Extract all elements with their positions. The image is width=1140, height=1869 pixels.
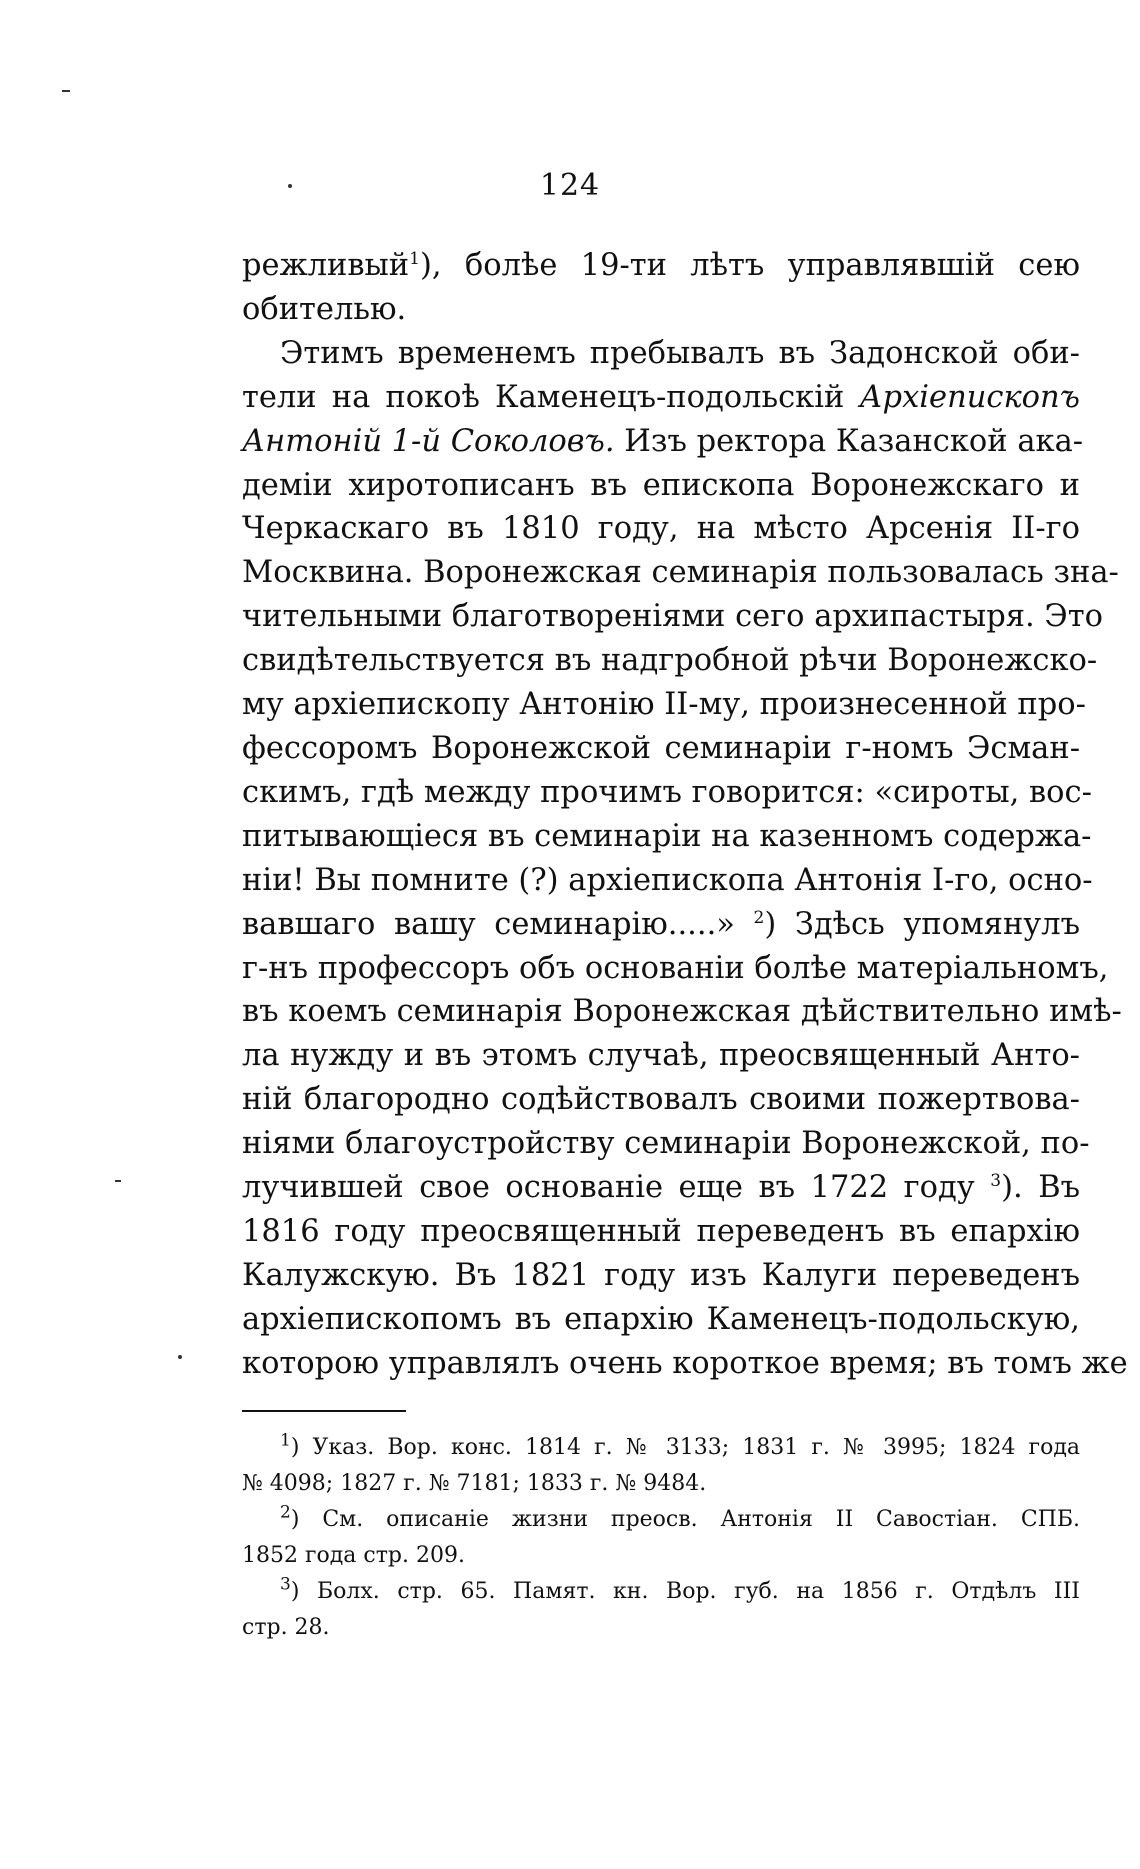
scan-speck <box>115 1180 121 1182</box>
text-line: архiепископомъ въ епархiю Каменецъ-подольскую, <box>242 1301 1080 1337</box>
text-line: Этимъ временемъ пребывалъ въ Задонской оби- <box>280 335 1080 371</box>
text-line: режливый$^1$), болѣе 19-ти лѣтъ управлявшiй сею <box>242 248 1080 283</box>
text-line: му архiепископу Антонiю II-му, произнесенной про- <box>242 687 1086 723</box>
text-line: вавшаго вашу семинарiю.....» $^2$) Здѣсь упомянулъ <box>242 906 1080 942</box>
text-line: демiи хиротописанъ въ епископа Воронежскаго и <box>242 467 1080 503</box>
text-line: свидѣтельствуется въ надгробной рѣчи Воронежско- <box>242 643 1098 679</box>
text-line: скимъ, гдѣ между прочимъ говорится: «сироты, вос- <box>242 774 1092 810</box>
footnotes <box>242 1430 1080 1646</box>
footnote-3 <box>242 1574 1080 1646</box>
scan-speck <box>178 1355 182 1359</box>
text-line: Черкаскаго въ 1810 году, на мѣсто Арсенiя II-го <box>242 511 1080 547</box>
text-line: нiй благородно содѣйствовалъ своими пожертвова- <box>242 1082 1080 1118</box>
text-line: тели на покоѣ Каменецъ-подольскiй Архiепископъ <box>242 379 1080 415</box>
scan-speck <box>62 90 70 92</box>
text-line: питывающiеся въ семинарiи на казенномъ содержа- <box>242 818 1092 854</box>
text-line: 1816 году преосвященный переведенъ въ епархiю <box>242 1213 1080 1249</box>
text-line: г-нъ профессоръ объ основанiи болѣе матерiальномъ, <box>242 950 1109 986</box>
text-line: въ коемъ семинарiя Воронежская дѣйствительно имѣ- <box>242 994 1122 1030</box>
text-line: которою управлялъ очень короткое время; въ томъ же <box>242 1345 1128 1381</box>
footnote-1 <box>242 1430 1080 1502</box>
text-line: лучившей свое основанiе еще въ 1722 году $^3$). Въ <box>242 1170 1081 1206</box>
page-number: 124 <box>539 168 601 203</box>
footnote-line: стр. 28. <box>242 1615 330 1640</box>
text-line: Москвина. Воронежская семинарiя пользовалась зна- <box>242 555 1119 591</box>
footnote-line: $^3$) Болх. стр. 65. Памят. кн. Вор. губ. на 1856 г. Отдѣлъ III <box>280 1574 1080 1604</box>
text-line: фессоромъ Воронежской семинарiи г-номъ Эсман- <box>242 730 1080 766</box>
text-line: нiи! Вы помните (?) архiепископа Антонiя I-го, осно- <box>242 862 1093 898</box>
text-line: нiями благоустройству семинарiи Воронежской, по- <box>242 1126 1090 1162</box>
text-line: чительными благотворенiями сего архипастыря. Это <box>242 599 1103 635</box>
text-line: ла нужду и въ этомъ случаѣ, преосвященный Анто- <box>242 1038 1080 1074</box>
footnote-line: № 4098; 1827 г. № 7181; 1833 г. № 9484. <box>242 1471 707 1496</box>
text-line: Антонiй 1-й Соколовъ. Изъ ректора Казанской ака- <box>242 423 1084 459</box>
footnote-line: 1852 года стр. 209. <box>242 1543 465 1568</box>
footnote-line: $^1$) Указ. Вор. конс. 1814 г. № 3133; 1831 г. № 3995; 1824 года <box>280 1430 1080 1460</box>
text-line: Калужскую. Въ 1821 году изъ Калуги переведенъ <box>242 1257 1080 1293</box>
footnote-divider <box>242 1410 406 1412</box>
text-line: обителью. <box>242 291 407 327</box>
footnote-2 <box>242 1502 1080 1574</box>
footnote-line: $^2$) См. описанiе жизни преосв. Антонiя II Савостiан. СПБ. <box>280 1502 1080 1532</box>
body-text <box>242 244 1128 1386</box>
